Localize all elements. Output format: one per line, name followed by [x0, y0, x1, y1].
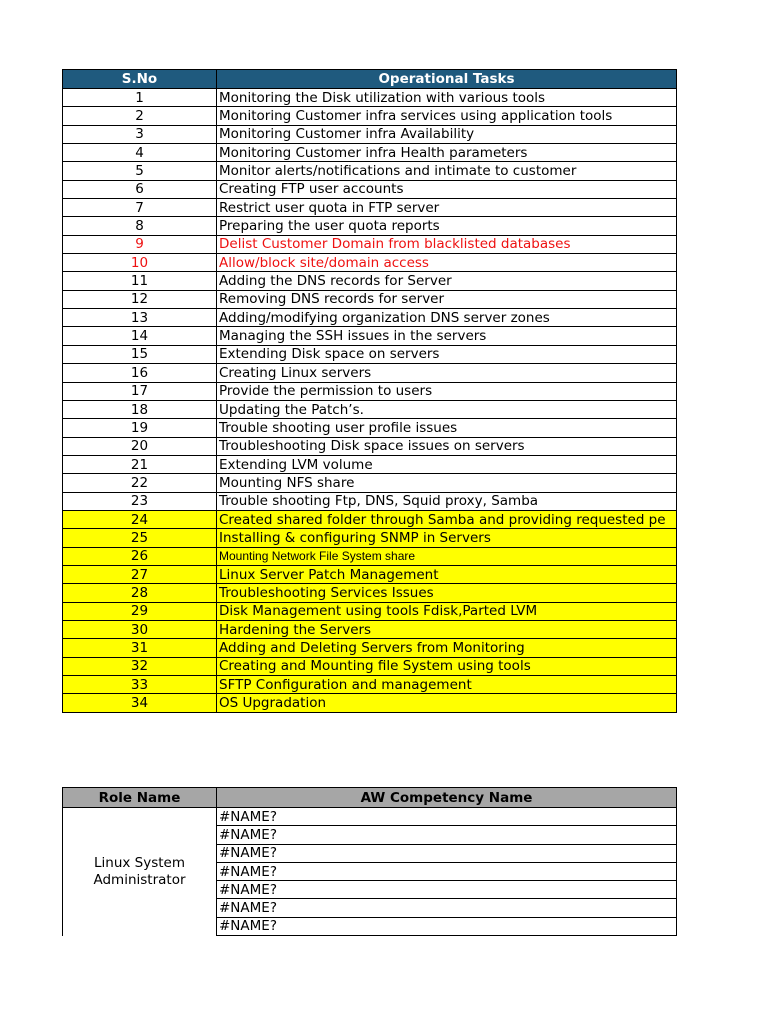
task-cell: Created shared folder through Samba and providing requested pe	[217, 510, 677, 528]
sno-cell: 1	[63, 89, 217, 107]
table-row	[63, 808, 677, 826]
competency-cell: #NAME?	[217, 808, 677, 826]
table-row	[63, 400, 677, 418]
task-cell: Delist Customer Domain from blacklisted databases	[217, 235, 677, 253]
table-row	[63, 694, 677, 712]
table-row	[63, 125, 677, 143]
task-cell: Provide the permission to users	[217, 382, 677, 400]
task-cell: Trouble shooting user profile issues	[217, 419, 677, 437]
table-row	[63, 235, 677, 253]
table-row	[63, 345, 677, 363]
sno-cell: 24	[63, 510, 217, 528]
sno-cell: 26	[63, 547, 217, 565]
task-cell: Hardening the Servers	[217, 620, 677, 638]
task-cell: SFTP Configuration and management	[217, 676, 677, 694]
table-row	[63, 107, 677, 125]
task-cell: Adding the DNS records for Server	[217, 272, 677, 290]
task-cell: Adding and Deleting Servers from Monitoring	[217, 639, 677, 657]
sno-cell: 4	[63, 144, 217, 162]
task-cell: OS Upgradation	[217, 694, 677, 712]
table-row	[63, 584, 677, 602]
sno-cell: 22	[63, 474, 217, 492]
task-cell: Adding/modifying organization DNS server zones	[217, 309, 677, 327]
table-row	[63, 180, 677, 198]
sno-cell: 3	[63, 125, 217, 143]
table-row	[63, 254, 677, 272]
table-row	[63, 162, 677, 180]
sno-header: S.No	[63, 70, 217, 89]
role-competency-table	[62, 787, 677, 936]
task-cell: Monitoring Customer infra Health parameters	[217, 144, 677, 162]
sno-cell: 23	[63, 492, 217, 510]
task-cell: Creating FTP user accounts	[217, 180, 677, 198]
role-name-cell: Linux System Administrator	[63, 808, 217, 936]
table-row	[63, 474, 677, 492]
sno-cell: 6	[63, 180, 217, 198]
competency-cell: #NAME?	[217, 826, 677, 844]
task-cell: Extending LVM volume	[217, 455, 677, 473]
table-row	[63, 676, 677, 694]
sno-cell: 5	[63, 162, 217, 180]
task-cell: Troubleshooting Disk space issues on servers	[217, 437, 677, 455]
sno-cell: 29	[63, 602, 217, 620]
table-row	[63, 510, 677, 528]
table-row	[63, 144, 677, 162]
table-row	[63, 309, 677, 327]
task-cell: Disk Management using tools Fdisk,Parted LVM	[217, 602, 677, 620]
sno-cell: 2	[63, 107, 217, 125]
table-row	[63, 382, 677, 400]
task-cell: Installing & configuring SNMP in Servers	[217, 529, 677, 547]
sno-cell: 17	[63, 382, 217, 400]
table-row	[63, 437, 677, 455]
table-row	[63, 199, 677, 217]
task-cell: Linux Server Patch Management	[217, 565, 677, 583]
table-row	[63, 419, 677, 437]
task-cell: Monitor alerts/notifications and intimate to customer	[217, 162, 677, 180]
table-row	[63, 364, 677, 382]
operational-tasks-header: Operational Tasks	[217, 70, 677, 89]
task-cell: Monitoring Customer infra Availability	[217, 125, 677, 143]
sno-cell: 11	[63, 272, 217, 290]
table-row	[63, 639, 677, 657]
roles-header-row	[63, 788, 677, 808]
task-cell: Troubleshooting Services Issues	[217, 584, 677, 602]
task-cell: Removing DNS records for server	[217, 290, 677, 308]
table-row	[63, 89, 677, 107]
table-row	[63, 547, 677, 565]
table-row	[63, 272, 677, 290]
competency-name-header: AW Competency Name	[217, 788, 677, 808]
task-cell: Mounting NFS share	[217, 474, 677, 492]
competency-cell: #NAME?	[217, 881, 677, 899]
competency-cell: #NAME?	[217, 899, 677, 917]
table-row	[63, 657, 677, 675]
task-cell: Preparing the user quota reports	[217, 217, 677, 235]
sno-cell: 8	[63, 217, 217, 235]
sno-cell: 13	[63, 309, 217, 327]
table-row	[63, 327, 677, 345]
table-row	[63, 455, 677, 473]
table-row	[63, 492, 677, 510]
task-cell: Allow/block site/domain access	[217, 254, 677, 272]
sno-cell: 14	[63, 327, 217, 345]
sno-cell: 20	[63, 437, 217, 455]
task-cell: Trouble shooting Ftp, DNS, Squid proxy, Samba	[217, 492, 677, 510]
sno-cell: 7	[63, 199, 217, 217]
task-cell: Extending Disk space on servers	[217, 345, 677, 363]
sno-cell: 19	[63, 419, 217, 437]
table-row	[63, 602, 677, 620]
task-cell: Updating the Patch’s.	[217, 400, 677, 418]
sno-cell: 34	[63, 694, 217, 712]
sno-cell: 28	[63, 584, 217, 602]
tasks-body	[63, 89, 677, 713]
table-row	[63, 565, 677, 583]
task-cell: Monitoring the Disk utilization with various tools	[217, 89, 677, 107]
sno-cell: 30	[63, 620, 217, 638]
task-cell: Restrict user quota in FTP server	[217, 199, 677, 217]
sno-cell: 18	[63, 400, 217, 418]
table-row	[63, 217, 677, 235]
sno-cell: 25	[63, 529, 217, 547]
sno-cell: 21	[63, 455, 217, 473]
sno-cell: 16	[63, 364, 217, 382]
sno-cell: 15	[63, 345, 217, 363]
role-name-header: Role Name	[63, 788, 217, 808]
sno-cell: 27	[63, 565, 217, 583]
task-cell: Creating Linux servers	[217, 364, 677, 382]
task-cell: Monitoring Customer infra services using application tools	[217, 107, 677, 125]
table-row	[63, 290, 677, 308]
table-row	[63, 620, 677, 638]
table-row	[63, 529, 677, 547]
sno-cell: 12	[63, 290, 217, 308]
task-cell: Creating and Mounting file System using tools	[217, 657, 677, 675]
sno-cell: 32	[63, 657, 217, 675]
competency-cell: #NAME?	[217, 844, 677, 862]
roles-body	[63, 808, 677, 936]
task-cell: Mounting Network File System share	[217, 547, 677, 565]
competency-cell: #NAME?	[217, 862, 677, 880]
competency-cell: #NAME?	[217, 917, 677, 935]
sno-cell: 33	[63, 676, 217, 694]
tasks-header-row	[63, 70, 677, 89]
sno-cell: 31	[63, 639, 217, 657]
operational-tasks-table	[62, 69, 677, 713]
task-cell: Managing the SSH issues in the servers	[217, 327, 677, 345]
sno-cell: 10	[63, 254, 217, 272]
sno-cell: 9	[63, 235, 217, 253]
